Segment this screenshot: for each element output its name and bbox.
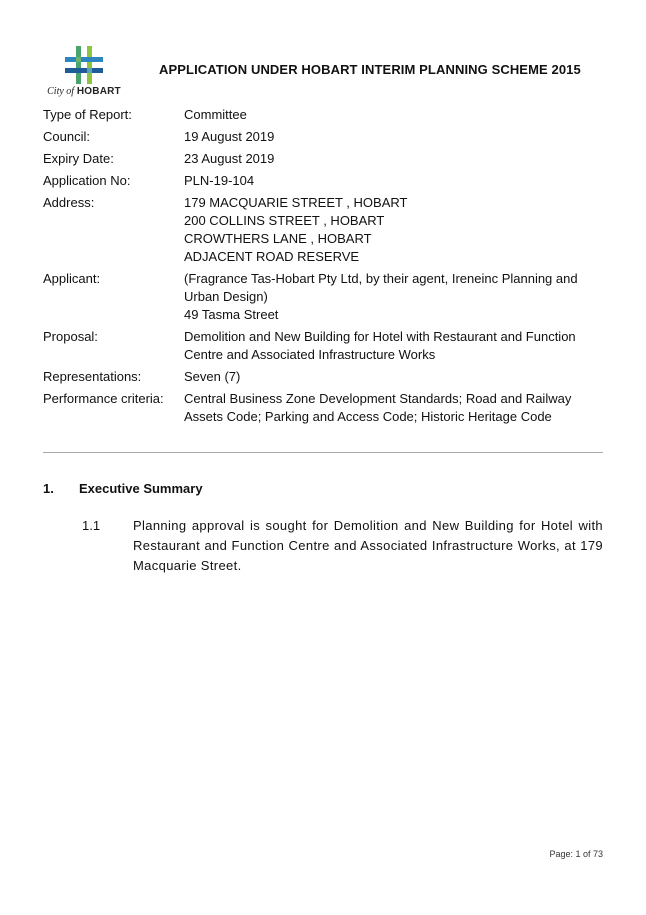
- application-no-label: Application No:: [43, 173, 131, 188]
- detail-row-applicant: [43, 270, 605, 324]
- representations-label: Representations:: [43, 369, 142, 384]
- logo-hobart-text: HOBART: [76, 86, 121, 97]
- applicant-address: 49 Tasma Street: [184, 307, 279, 322]
- application-details: [43, 106, 605, 430]
- representations-value: Seven (7): [184, 369, 241, 384]
- address-line: CROWTHERS LANE , HOBART: [184, 231, 372, 246]
- section-title: Executive Summary: [79, 481, 203, 496]
- address-line: 179 MACQUARIE STREET , HOBART: [184, 195, 408, 210]
- applicant-value: [184, 270, 605, 324]
- paragraph-text: Planning approval is sought for Demolition and New Building for Hotel with Restaurant and Function Centre and Associated Infrastructure Works, at 179 Macquarie Street.: [133, 518, 603, 573]
- detail-row-representations: [43, 368, 605, 386]
- council-label: Council:: [43, 129, 90, 144]
- address-line: 200 COLLINS STREET , HOBART: [184, 213, 385, 228]
- address-value: [184, 194, 605, 266]
- detail-row-performance-criteria: [43, 390, 605, 426]
- address-label: Address:: [43, 195, 95, 210]
- performance-criteria-text: Central Business Zone Development Standards; Road and Railway Assets Code; Parking and Access Code; Historic Heritage Code: [184, 391, 572, 424]
- detail-row-council: [43, 128, 605, 146]
- hobart-logo-icon: [65, 46, 103, 84]
- detail-row-type: [43, 106, 605, 124]
- document-title: APPLICATION UNDER HOBART INTERIM PLANNING SCHEME 2015: [159, 62, 581, 77]
- address-line: ADJACENT ROAD RESERVE: [184, 249, 360, 264]
- logo-wordmark: [46, 86, 122, 97]
- applicant-name: (Fragrance Tas-Hobart Pty Ltd, by their agent, Ireneinc Planning and Urban Design): [184, 271, 578, 304]
- detail-row-address: [43, 194, 605, 266]
- type-label: Type of Report:: [43, 107, 132, 122]
- type-value: Committee: [184, 107, 247, 122]
- application-no-value: PLN-19-104: [184, 173, 255, 188]
- proposal-text: Demolition and New Building for Hotel with Restaurant and Function Centre and Associated Infrastructure Works: [184, 329, 576, 362]
- city-of-hobart-logo: [46, 46, 122, 102]
- horizontal-divider: [43, 452, 603, 453]
- council-value: 19 August 2019: [184, 129, 275, 144]
- paragraph-number: 1.1: [82, 518, 101, 533]
- proposal-value: [184, 328, 605, 364]
- performance-criteria-label: Performance criteria:: [43, 391, 164, 406]
- performance-criteria-value: [184, 390, 605, 426]
- paragraph: [82, 516, 603, 576]
- section-number: 1.: [43, 481, 54, 496]
- proposal-label: Proposal:: [43, 329, 98, 344]
- expiry-label: Expiry Date:: [43, 151, 114, 166]
- section-heading: [43, 481, 203, 496]
- detail-row-application-no: [43, 172, 605, 190]
- detail-row-proposal: [43, 328, 605, 364]
- logo-city-text: City of: [47, 86, 75, 97]
- detail-row-expiry: [43, 150, 605, 168]
- expiry-value: 23 August 2019: [184, 151, 275, 166]
- applicant-label: Applicant:: [43, 271, 101, 286]
- page-number: Page: 1 of 73: [549, 849, 603, 859]
